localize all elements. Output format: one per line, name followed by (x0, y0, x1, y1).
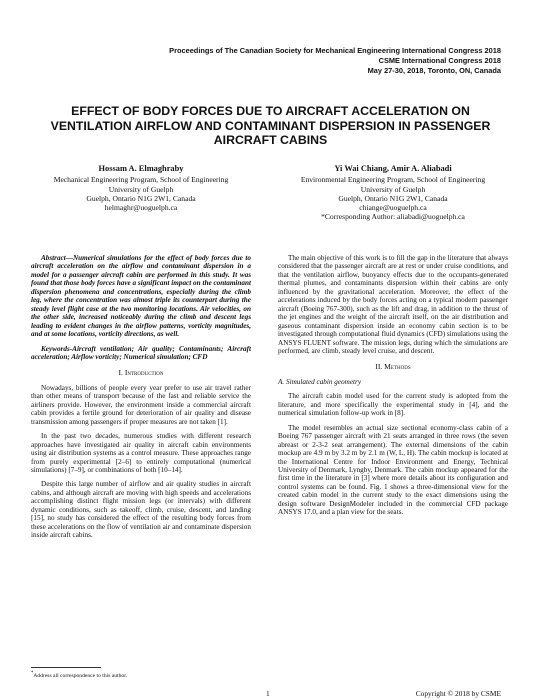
author-email-left: helmaghr@uoguelph.ca (104, 203, 178, 213)
abstract (31, 254, 251, 339)
author-affiliation-right-1: Environmental Engineering Program, School of Engineering (300, 175, 486, 185)
intro-paragraph-3: Despite this large number of airflow and air quality studies in aircraft cabins, and although aircraft are moving with high speeds and accelerations accomplishing distinct flight mission legs (or intervals) with different dynamic conditions, such as takeoff, climb, cruise, descent, and landing [15], no study has considered the effect of the resulting body forces from these accelerations on the flow of ventilation air and contaminate dispersion inside aircraft cabins. (31, 480, 251, 540)
paper-title (40, 104, 501, 148)
footnote-rule (31, 667, 101, 668)
footnote (31, 670, 251, 680)
author-block-left (31, 164, 251, 212)
left-column (31, 254, 251, 546)
footnote-mark: * (31, 671, 34, 676)
abstract-label: Abstract (41, 254, 66, 262)
section-heading-introduction: I. Introduction (118, 368, 164, 378)
author-name-left: Hossam A. Elmaghraby (98, 164, 184, 173)
title-line-3: AIRCRAFT CABINS (213, 133, 328, 148)
objective-paragraph: The main objective of this work is to fill the gap in the literature that always considered that the passenger aircraft are at rest or under cruise conditions, and that the ventilation airflow, buoyancy effects due to the occupants-generated thermal plumes, and contaminants dispersion within their cabins are only influenced by the gravitational acceleration. Moreover, the effect of the accelerations induced by the body forces acting on a typical modern passenger aircraft (Boeing 767-300), such as the lift and drag, in addition to the thrust of the jet engines and the weight of the aircraft itself, on the air distribution and gaseous contaminant dispersion inside an economy cabin section is to be investigated through computational fluid dynamics (CFD) simulations using the ANSYS FLUENT software. The mission legs, during which the simulations are performed, are climb, steady level cruise, and descent. (278, 254, 508, 355)
section-heading-methods: II. Methods (375, 362, 411, 372)
author-affiliation-left-3: Guelph, Ontario N1G 2W1, Canada (86, 193, 196, 203)
author-block-right (278, 164, 508, 222)
intro-paragraph-1: Nowadays, billions of people every year prefer to use air travel rather than other means of transport because of the fast and reliable service the airliners provide. However, the environment inside a commercial aircraft cabin provides a fertile ground for deterioration of air quality and disease transmission among passengers if proper measures are not taken [1]. (31, 383, 251, 426)
proceedings-line-1: Proceedings of The Canadian Society for Mechanical Engineering International Congress 2018 (169, 46, 501, 55)
page-number: 1 (266, 689, 270, 698)
author-email-right: chiange@uoguelph.ca (359, 203, 427, 213)
author-affiliation-left-2: University of Guelph (108, 184, 174, 194)
intro-paragraph-2: In the past two decades, numerous studies with different research approaches have investigated air quality in aircraft cabin environments using air distribution systems as a control measure. These approaches range from purely experimental [2–6] to entirely computational (numerical simulations) [7–9], or combinations of both [10–14]. (31, 432, 251, 474)
author-affiliation-right-2: University of Guelph (360, 184, 426, 194)
keywords: Keywords-Aircraft ventilation; Air quality; Contaminants; Aircraft acceleration; Airflow vorticity; Numerical simulation; CFD (31, 344, 251, 361)
author-affiliation-left-1: Mechanical Engineering Program, School of Engineering (53, 175, 229, 185)
methods-paragraph-1: The aircraft cabin model used for the current study is adopted from the literature, and more specifically the experimental study in [4], and the numerical simulation follow-up work in [8]. (278, 392, 508, 418)
subsection-heading-geometry: A. Simulated cabin geometry (278, 377, 362, 386)
abstract-text: —Numerical simulations for the effect of body forces due to aircraft acceleration on the airflow and contaminant dispersion in a model for a passenger aircraft cabin are performed in this study. It was found that those body forces have a significant impact on the contaminant dispersion phenomena and concentrations, especially during the climb leg, where the concentration was almost triple its counterpart during the steady level flight case at the two monitoring locations. Air velocities, on the other side, increased noticeably during the climb and descent legs leading to evident changes in the airflow patterns, vorticity magnitudes, and at some locations, vorticity directions, as well. (31, 254, 251, 339)
proceedings-header (169, 46, 501, 76)
copyright: Copyright © 2018 by CSME (415, 689, 501, 698)
right-column (278, 254, 508, 523)
author-name-right: Yi Wai Chiang, Amir A. Aliabadi (334, 164, 452, 173)
proceedings-line-2: CSME International Congress 2018 (378, 56, 501, 65)
proceedings-line-3: May 27-30, 2018, Toronto, ON, Canada (367, 66, 501, 75)
author-affiliation-right-3: Guelph, Ontario N1G 2W1, Canada (338, 193, 448, 203)
methods-paragraph-2: The model resembles an actual size sectional economy-class cabin of a Boeing 767 passenger aircraft with 21 seats arranged in three rows (the seven abreast or 2-3-2 seat arrangement). The external dimensions of the cabin mockup are 4.9 m by 3.2 m by 2.1 m (W, L, H). The cabin mockup is located at the International Centre for Indoor Environment and Energy, Technical University of Denmark, Lyngby, Denmark. The cabin mockup appeared for the first time in the literature in [3] where more details about its configuration and control systems can be found. Fig. 1 shows a three-dimensional view for the created cabin model in the current study to the exact dimensions using the design software DesignModeler included in the commercial CFD package ANSYS 17.0, and a plan view for the seats. (278, 423, 508, 517)
corresponding-author: *Corresponding Author: aliabadi@uoguelph.ca (321, 212, 465, 222)
footnote-text: Address all correspondence to this author. (33, 672, 128, 679)
title-line-1: EFFECT OF BODY FORCES DUE TO AIRCRAFT ACCELERATION ON (71, 104, 470, 118)
title-line-2: VENTILATION AIRFLOW AND CONTAMINANT DISPERSION IN PASSENGER (50, 118, 491, 133)
